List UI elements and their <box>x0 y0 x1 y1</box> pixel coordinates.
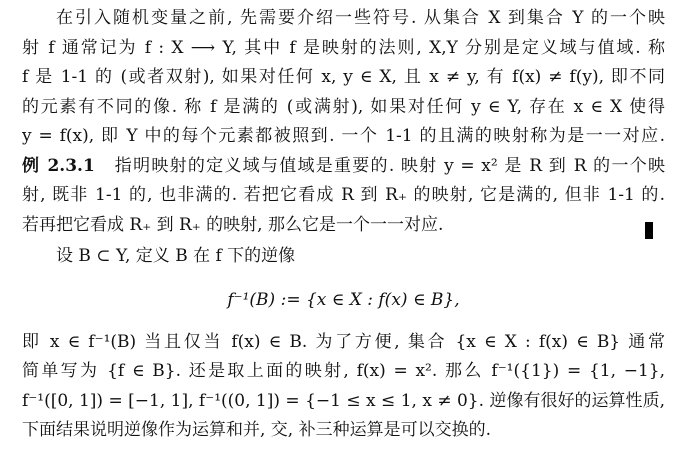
display-formula: f⁻¹(B) := {x ∈ X : f(x) ∈ B}, <box>227 289 460 310</box>
paragraph1-line-2: 射 f 通常记为 f : X ⟶ Y, 其中 f 是映射的法则, X,Y 分别是定义域与值域. 称 <box>22 37 665 58</box>
paragraph3-line-2: 简单写为 {f ∈ B}. 还是取上面的映射, f(x) = x². 那么 f⁻¹({1}) = {1, −1}, <box>22 361 665 381</box>
example-line-2: 射, 既非 1-1 的, 也非满的. 若把它看成 R 到 R₊ 的映射, 它是满的, 但非 1-1 的. <box>22 185 665 205</box>
example-line-3: 若再把它看成 R₊ 到 R₊ 的映射, 那么它是一个一一对应. <box>22 214 444 235</box>
example-label: 例 2.3.1 <box>22 155 95 176</box>
paragraph3-line-1: 即 x ∈ f⁻¹(B) 当且仅当 f(x) ∈ B. 为了方便, 集合 {x ∈ X : f(x) ∈ B} 通常 <box>22 331 665 352</box>
qed-mark <box>645 222 653 239</box>
paragraph3-line-4: 下面结果说明逆像作为运算和并, 交, 补三种运算是可以交换的. <box>22 420 492 440</box>
paragraph1-line-1: 在引入随机变量之前, 先需要介绍一些符号. 从集合 X 到集合 Y 的一个映 <box>56 8 665 28</box>
paragraph1-line-5: y = f(x), 即 Y 中的每个元素都被照到. 一个 1-1 的且满的映射称为是一一对应. <box>22 126 665 146</box>
paragraph2-intro: 设 B ⊂ Y, 定义 B 在 f 下的逆像 <box>56 246 296 266</box>
example-text-1: 指明映射的定义域与值域是重要的. 映射 y = x² 是 R 到 R 的一个映 <box>114 155 665 176</box>
example-line-1 <box>22 152 665 182</box>
paragraph1-line-3: f 是 1-1 的 (或者双射), 如果对任何 x, y ∈ X, 且 x ≠ y, 有 f(x) ≠ f(y), 即不同 <box>22 67 665 87</box>
paragraph3-line-3: f⁻¹([0, 1]) = [−1, 1], f⁻¹((0, 1]) = {−1 ≤ x ≤ 1, x ≠ 0}. 逆像有很好的运算性质, <box>22 390 665 411</box>
paragraph1-line-4: 的元素有不同的像. 称 f 是满的 (或满射), 如果对任何 y ∈ Y, 存在 x ∈ X 使得 <box>22 96 665 117</box>
